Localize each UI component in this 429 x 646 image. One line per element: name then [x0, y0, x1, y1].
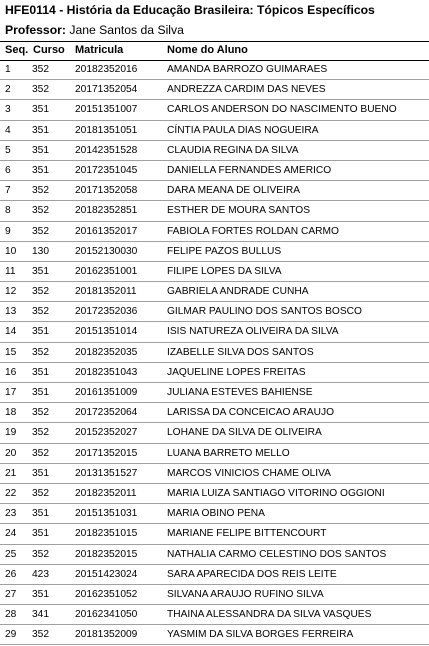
cell-curso: 351 [32, 366, 49, 378]
cell-seq: 25 [5, 548, 17, 560]
cell-matricula: 20181351051 [75, 124, 138, 136]
table-row [0, 343, 429, 363]
cell-curso: 351 [32, 104, 49, 116]
cell-curso: 351 [32, 588, 49, 600]
cell-nome: DANIELLA FERNANDES AMERICO [167, 164, 332, 176]
table-row [0, 403, 429, 423]
cell-nome: GABRIELA ANDRADE CUNHA [167, 286, 309, 298]
cell-matricula: 20182351015 [75, 528, 138, 540]
cell-curso: 351 [32, 528, 49, 540]
cell-nome: IZABELLE SILVA DOS SANTOS [167, 346, 314, 358]
table-header [0, 41, 429, 61]
cell-seq: 21 [5, 467, 17, 479]
cell-nome: SILVANA ARAUJO RUFINO SILVA [167, 588, 324, 600]
cell-curso: 352 [32, 84, 49, 96]
cell-matricula: 20151351031 [75, 508, 138, 520]
cell-nome: JULIANA ESTEVES BAHIENSE [167, 387, 313, 398]
cell-curso: 352 [32, 487, 49, 499]
cell-curso: 352 [32, 629, 49, 641]
cell-nome: AMANDA BARROZO GUIMARAES [167, 64, 328, 75]
student-table-body [0, 60, 429, 645]
cell-matricula: 20162351001 [75, 265, 138, 277]
table-row [0, 222, 429, 242]
cell-matricula: 20131351527 [75, 467, 138, 479]
document-title: HFE0114 - História da Educação Brasileira: Tópicos Específicos [5, 3, 375, 17]
cell-nome: NATHALIA CARMO CELESTINO DOS SANTOS [167, 548, 387, 560]
table-row [0, 383, 429, 403]
table-row [0, 464, 429, 484]
professor-name: Jane Santos da Silva [69, 23, 184, 37]
table-row [0, 322, 429, 342]
cell-seq: 5 [5, 144, 11, 156]
cell-nome: CÍNTIA PAULA DIAS NOGUEIRA [167, 124, 319, 136]
cell-seq: 7 [5, 185, 11, 197]
cell-seq: 3 [5, 104, 11, 116]
cell-seq: 26 [5, 568, 17, 580]
cell-matricula: 20172351045 [75, 164, 138, 176]
cell-nome: LOHANE DA SILVA DE OLIVEIRA [167, 427, 322, 439]
cell-seq: 10 [5, 245, 17, 257]
cell-seq: 14 [5, 326, 17, 338]
cell-seq: 29 [5, 629, 17, 641]
table-row [0, 282, 429, 302]
cell-matricula: 20181352009 [75, 629, 138, 641]
cell-curso: 351 [32, 265, 49, 277]
cell-seq: 8 [5, 205, 11, 217]
cell-seq: 22 [5, 487, 17, 499]
cell-seq: 19 [5, 427, 17, 439]
cell-matricula: 20171352058 [75, 185, 138, 197]
cell-nome: FELIPE PAZOS BULLUS [167, 245, 282, 257]
cell-curso: 352 [32, 286, 49, 298]
table-row [0, 444, 429, 464]
table-row [0, 605, 429, 625]
cell-nome: CARLOS ANDERSON DO NASCIMENTO BUENO [167, 104, 397, 116]
cell-curso: 352 [32, 427, 49, 439]
table-row [0, 302, 429, 322]
cell-matricula: 20152352027 [75, 427, 138, 439]
cell-matricula: 20182352035 [75, 346, 138, 358]
column-header-curso: Curso [33, 44, 65, 56]
cell-matricula: 20171352054 [75, 84, 138, 96]
cell-curso: 352 [32, 64, 49, 75]
table-row [0, 100, 429, 120]
cell-nome: LUANA BARRETO MELLO [167, 447, 290, 459]
cell-matricula: 20151351007 [75, 104, 138, 116]
cell-seq: 15 [5, 346, 17, 358]
cell-matricula: 20172352064 [75, 407, 138, 419]
cell-matricula: 20151423024 [75, 568, 138, 580]
professor-line [5, 23, 184, 37]
cell-nome: THAINA ALESSANDRA DA SILVA VASQUES [167, 609, 372, 621]
cell-seq: 1 [5, 64, 11, 75]
cell-seq: 9 [5, 225, 11, 237]
cell-curso: 351 [32, 144, 49, 156]
cell-matricula: 20142351528 [75, 144, 138, 156]
cell-curso: 351 [32, 508, 49, 520]
cell-matricula: 20161352017 [75, 225, 138, 237]
cell-nome: MARIANE FELIPE BITTENCOURT [167, 528, 327, 540]
cell-curso: 352 [32, 225, 49, 237]
cell-matricula: 20182352011 [75, 487, 137, 499]
cell-curso: 351 [32, 387, 49, 398]
table-row [0, 181, 429, 201]
table-row [0, 565, 429, 585]
cell-seq: 20 [5, 447, 17, 459]
cell-nome: MARCOS VINICIOS CHAME OLIVA [167, 467, 331, 479]
table-row [0, 121, 429, 141]
table-row [0, 423, 429, 443]
table-row [0, 201, 429, 221]
table-row [0, 484, 429, 504]
table-row [0, 262, 429, 282]
cell-curso: 352 [32, 185, 49, 197]
table-row [0, 363, 429, 383]
table-row [0, 545, 429, 565]
cell-nome: FABIOLA FORTES ROLDAN CARMO [167, 225, 339, 237]
cell-matricula: 20151351014 [75, 326, 138, 338]
cell-matricula: 20172352036 [75, 306, 138, 318]
cell-curso: 351 [32, 164, 49, 176]
cell-curso: 130 [32, 245, 49, 257]
cell-nome: MARIA LUIZA SANTIAGO VITORINO OGGIONI [167, 487, 385, 499]
cell-matricula: 20181352011 [75, 286, 137, 298]
cell-seq: 16 [5, 366, 17, 378]
cell-seq: 27 [5, 588, 17, 600]
table-row [0, 161, 429, 181]
table-row [0, 80, 429, 100]
cell-matricula: 20182351043 [75, 366, 138, 378]
cell-curso: 423 [32, 568, 49, 580]
cell-matricula: 20182352015 [75, 548, 138, 560]
cell-nome: SARA APARECIDA DOS REIS LEITE [167, 568, 337, 580]
cell-nome: GILMAR PAULINO DOS SANTOS BOSCO [167, 306, 362, 318]
professor-label: Professor: [5, 23, 66, 37]
cell-matricula: 20182352016 [75, 64, 138, 75]
column-header-matricula: Matricula [75, 44, 124, 56]
cell-seq: 24 [5, 528, 17, 540]
table-row [0, 585, 429, 605]
cell-nome: JAQUELINE LOPES FREITAS [167, 366, 306, 378]
cell-curso: 352 [32, 306, 49, 318]
cell-seq: 28 [5, 609, 17, 621]
cell-curso: 351 [32, 124, 49, 136]
cell-nome: ISIS NATUREZA OLIVEIRA DA SILVA [167, 326, 339, 338]
table-row [0, 524, 429, 544]
cell-seq: 18 [5, 407, 17, 419]
cell-seq: 4 [5, 124, 11, 136]
cell-seq: 23 [5, 508, 17, 520]
cell-seq: 13 [5, 306, 17, 318]
cell-curso: 352 [32, 548, 49, 560]
cell-seq: 11 [5, 265, 16, 277]
cell-nome: FILIPE LOPES DA SILVA [167, 265, 282, 277]
cell-nome: CLAUDIA REGINA DA SILVA [167, 144, 299, 156]
cell-curso: 352 [32, 407, 49, 419]
cell-nome: ESTHER DE MOURA SANTOS [167, 205, 311, 217]
column-header-nome: Nome do Aluno [167, 44, 248, 56]
table-row [0, 504, 429, 524]
cell-matricula: 20162351052 [75, 588, 138, 600]
cell-matricula: 20161351009 [75, 387, 138, 398]
cell-matricula: 20171352015 [75, 447, 138, 459]
cell-matricula: 20162341050 [75, 609, 138, 621]
table-row [0, 141, 429, 161]
cell-seq: 6 [5, 164, 11, 176]
cell-curso: 352 [32, 447, 49, 459]
cell-curso: 351 [32, 467, 49, 479]
cell-seq: 12 [5, 286, 17, 298]
cell-curso: 341 [32, 609, 49, 621]
cell-nome: ANDREZZA CARDIM DAS NEVES [167, 84, 326, 96]
cell-curso: 352 [32, 346, 49, 358]
cell-matricula: 20152130030 [75, 245, 138, 257]
cell-nome: DARA MEANA DE OLIVEIRA [167, 185, 301, 197]
cell-seq: 17 [5, 387, 17, 398]
table-row [0, 242, 429, 262]
cell-curso: 351 [32, 326, 49, 338]
cell-matricula: 20182352851 [75, 205, 138, 217]
cell-nome: MARIA OBINO PENA [167, 508, 265, 520]
cell-nome: LARISSA DA CONCEICAO ARAUJO [167, 407, 335, 419]
column-header-seq: Seq. [5, 44, 29, 56]
cell-seq: 2 [5, 84, 11, 96]
table-row [0, 625, 429, 645]
table-row [0, 60, 429, 80]
cell-curso: 352 [32, 205, 49, 217]
cell-nome: YASMIM DA SILVA BORGES FERREIRA [167, 629, 354, 641]
